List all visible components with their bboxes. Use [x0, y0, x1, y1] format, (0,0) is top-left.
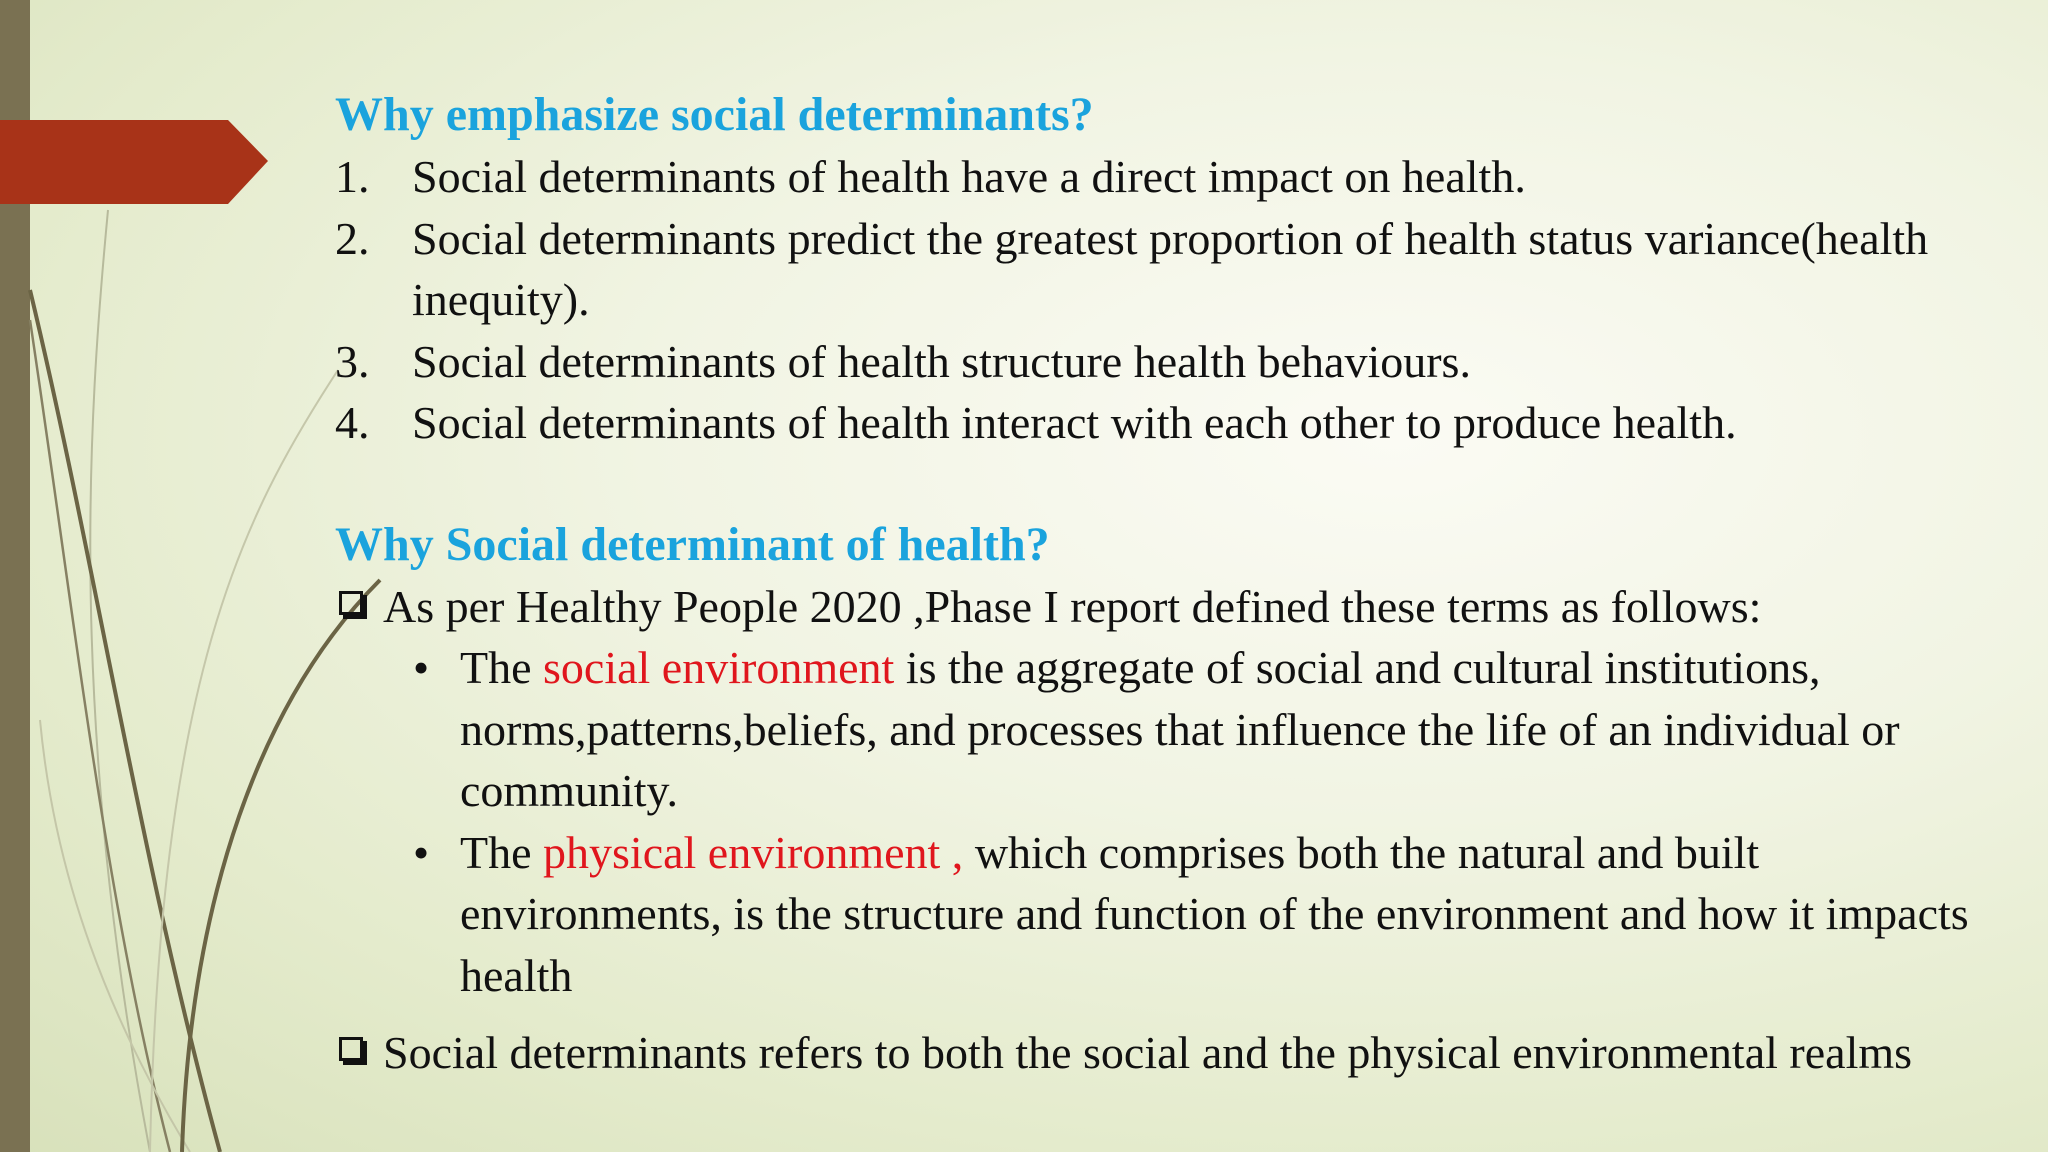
healthy-people-item: [335, 576, 2025, 638]
heading-why-social-determinant: Why Social determinant of health?: [335, 517, 1050, 571]
list-number: 1.: [335, 151, 370, 202]
checkbox-square-icon: [339, 1037, 363, 1061]
definition-term: physical environment ,: [543, 826, 964, 878]
list-item: [335, 392, 2025, 454]
definition-social-environment: [335, 637, 2025, 822]
flourish-curve: [30, 290, 220, 1152]
definition-post: which comprises both the natural and built environments, is the structure and function of the environment and how it impacts health: [460, 826, 1969, 1001]
list-text: Social determinants of health have a direct impact on health.: [412, 151, 1526, 202]
checkbox-square-icon: [339, 591, 363, 615]
list-number: 4.: [335, 397, 370, 448]
list-item: [335, 146, 2025, 208]
flourish-curve: [40, 720, 190, 1152]
list-text: Social determinants of health interact with each other to produce health.: [412, 397, 1737, 448]
list-text: Social determinants of health structure health behaviours.: [412, 335, 1471, 387]
definition-physical-environment: [335, 822, 2025, 1007]
list-item: [335, 331, 2025, 393]
definition-pre: The: [460, 642, 544, 693]
healthy-people-text: As per Healthy People 2020 ,Phase I report defined these terms as follows:: [383, 580, 1762, 632]
list-item: [335, 208, 2025, 331]
conclusion-text: Social determinants refers to both the social and the physical environmental realms: [383, 1027, 1913, 1078]
definition-post: is the aggregate of social and cultural institutions, norms,patterns,beliefs, and processes that influence the life of an individual or community.: [460, 642, 1900, 816]
definitions-list: [335, 637, 2025, 1006]
arrow-tab: [0, 120, 268, 204]
flourish-curve: [90, 210, 150, 1152]
list-text: Social determinants predict the greatest proportion of health status variance(health inequity).: [412, 212, 1929, 325]
slide-content: [335, 84, 2025, 1084]
conclusion-item: [335, 1022, 2025, 1084]
bullet-dot-icon: •: [413, 642, 430, 693]
flourish-curve: [150, 370, 338, 1152]
definition-term: social environment: [543, 642, 895, 693]
definition-pre: The: [460, 826, 544, 878]
reasons-list: [335, 146, 2025, 454]
left-accent-bar: [0, 0, 30, 1152]
flourish-curve: [30, 320, 170, 1152]
heading-why-emphasize: Why emphasize social determinants?: [335, 88, 1094, 141]
list-number: 2.: [335, 212, 370, 264]
bullet-dot-icon: •: [413, 826, 430, 878]
list-number: 3.: [335, 335, 370, 387]
